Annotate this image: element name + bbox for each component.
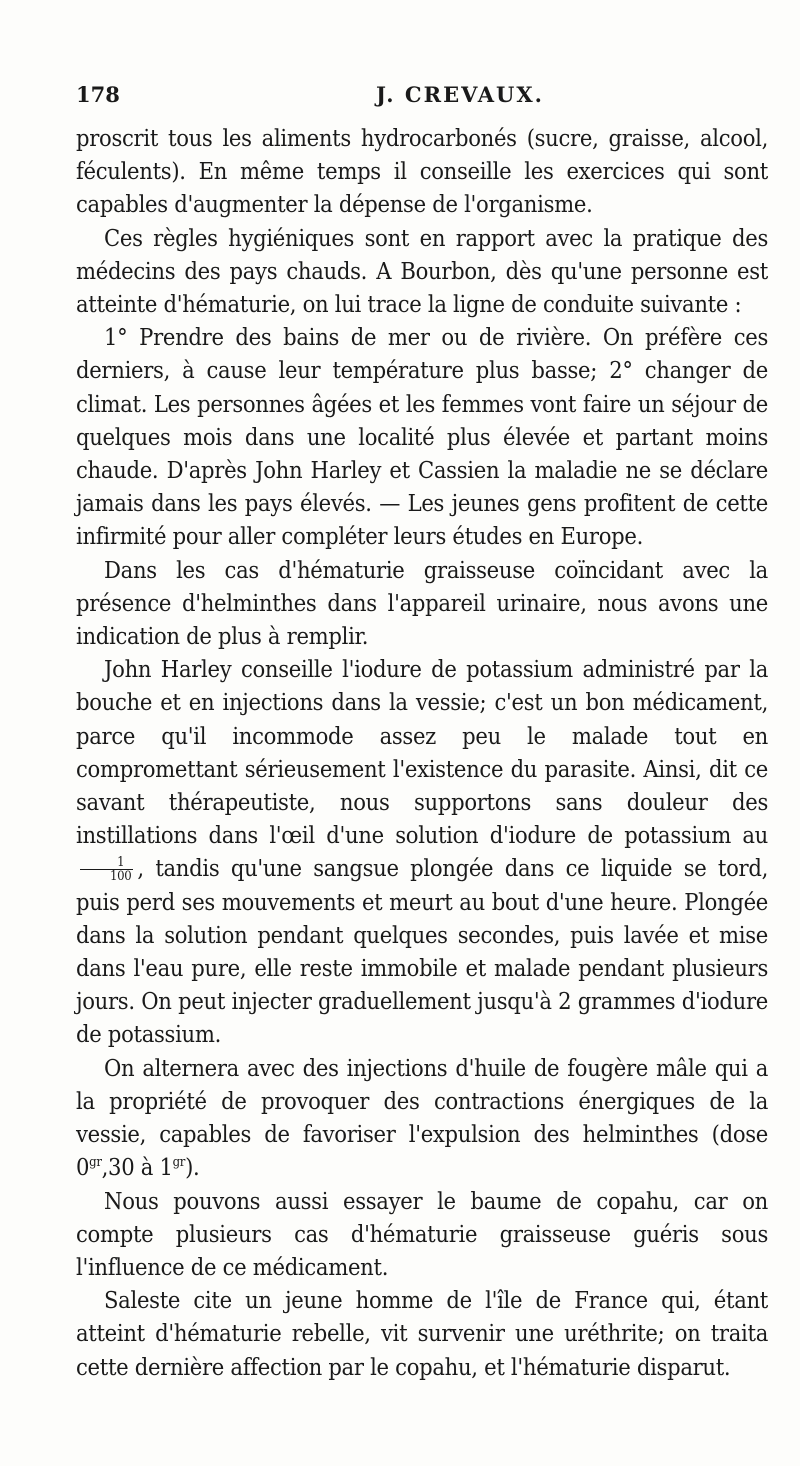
unit-superscript: gr <box>172 1155 186 1171</box>
body-text <box>76 122 768 1384</box>
fraction-numerator: 1 <box>80 856 133 870</box>
paragraph <box>76 1052 768 1185</box>
paragraph: Nous pouvons aussi essayer le baume de copahu, car on compte plusieurs cas d'hématurie graisseuse guéris sous l'influence de ce médicament. <box>76 1186 768 1281</box>
unit-superscript: gr <box>89 1155 102 1171</box>
paragraph-text: On alternera avec des injections d'huile de fougère mâle qui a la propriété de provoquer des contractions énergiques de la vessie, capables de favoriser l'expulsion des helminthes (dose 0 <box>76 1053 768 1182</box>
fraction <box>80 856 133 883</box>
paragraph <box>76 653 768 1051</box>
fraction-denominator: 100 <box>110 869 132 885</box>
paragraph: Dans les cas d'hématurie graisseuse coïncidant avec la présence d'helminthes dans l'appareil urinaire, nous avons une indication de plus à remplir. <box>76 555 768 651</box>
paragraph: proscrit tous les aliments hydrocarbonés (sucre, graisse, alcool, féculents). En même temps il conseille les exercices qui sont capables d'augmenter la dépense de l'organisme. <box>76 124 768 219</box>
paragraph-text: , tandis qu'une sangsue plongée dans ce liquide se tord, puis perd ses mouvements et meurt au bout d'une heure. Plongée dans la solution pendant quelques secondes, puis lavée et mise dans l'eau pure, elle reste immobile et malade pendant plusieurs jours. On peut injecter graduellement jusqu'à 2 grammes d'iodure de potassium. <box>76 854 768 1049</box>
page-header <box>76 82 768 112</box>
running-head: J. CREVAUX. <box>376 82 544 107</box>
paragraph: 1° Prendre des bains de mer ou de rivière. On préfère ces derniers, à cause leur température plus basse; 2° changer de climat. Les personnes âgées et les femmes vont faire un séjour de quelques mois dans une localité plus élevée et partant moins chaude. D'après John Harley et Cassien la maladie ne se déclare jamais dans les pays élevés. — Les jeunes gens profitent de cette infirmité pour aller compléter leurs études en Europe. <box>76 323 768 551</box>
paragraph: Ces règles hygiéniques sont en rapport avec la pratique des médecins des pays chauds. A Bourbon, dès qu'une personne est atteinte d'hématurie, on lui trace la ligne de conduite suivante : <box>76 223 768 319</box>
paragraph-text: ,30 à 1 <box>101 1153 173 1182</box>
paragraph: Saleste cite un jeune homme de l'île de France qui, étant atteint d'hématurie rebelle, vit survenir une uréthrite; on traita cette dernière affection par le copahu, et l'hématurie disparut. <box>76 1286 768 1381</box>
paragraph-text: ). <box>185 1153 200 1182</box>
page-number: 178 <box>76 82 120 107</box>
paragraph-text: John Harley conseille l'iodure de potassium administré par la bouche et en injections dans la vessie; c'est un bon médicament, parce qu'il incommode assez peu le malade tout en compromettant sérieusement l'existence du parasite. Ainsi, dit ce savant thérapeutiste, nous supportons sans douleur des instillations dans l'œil d'une solution d'iodure de potassium au <box>76 655 768 850</box>
